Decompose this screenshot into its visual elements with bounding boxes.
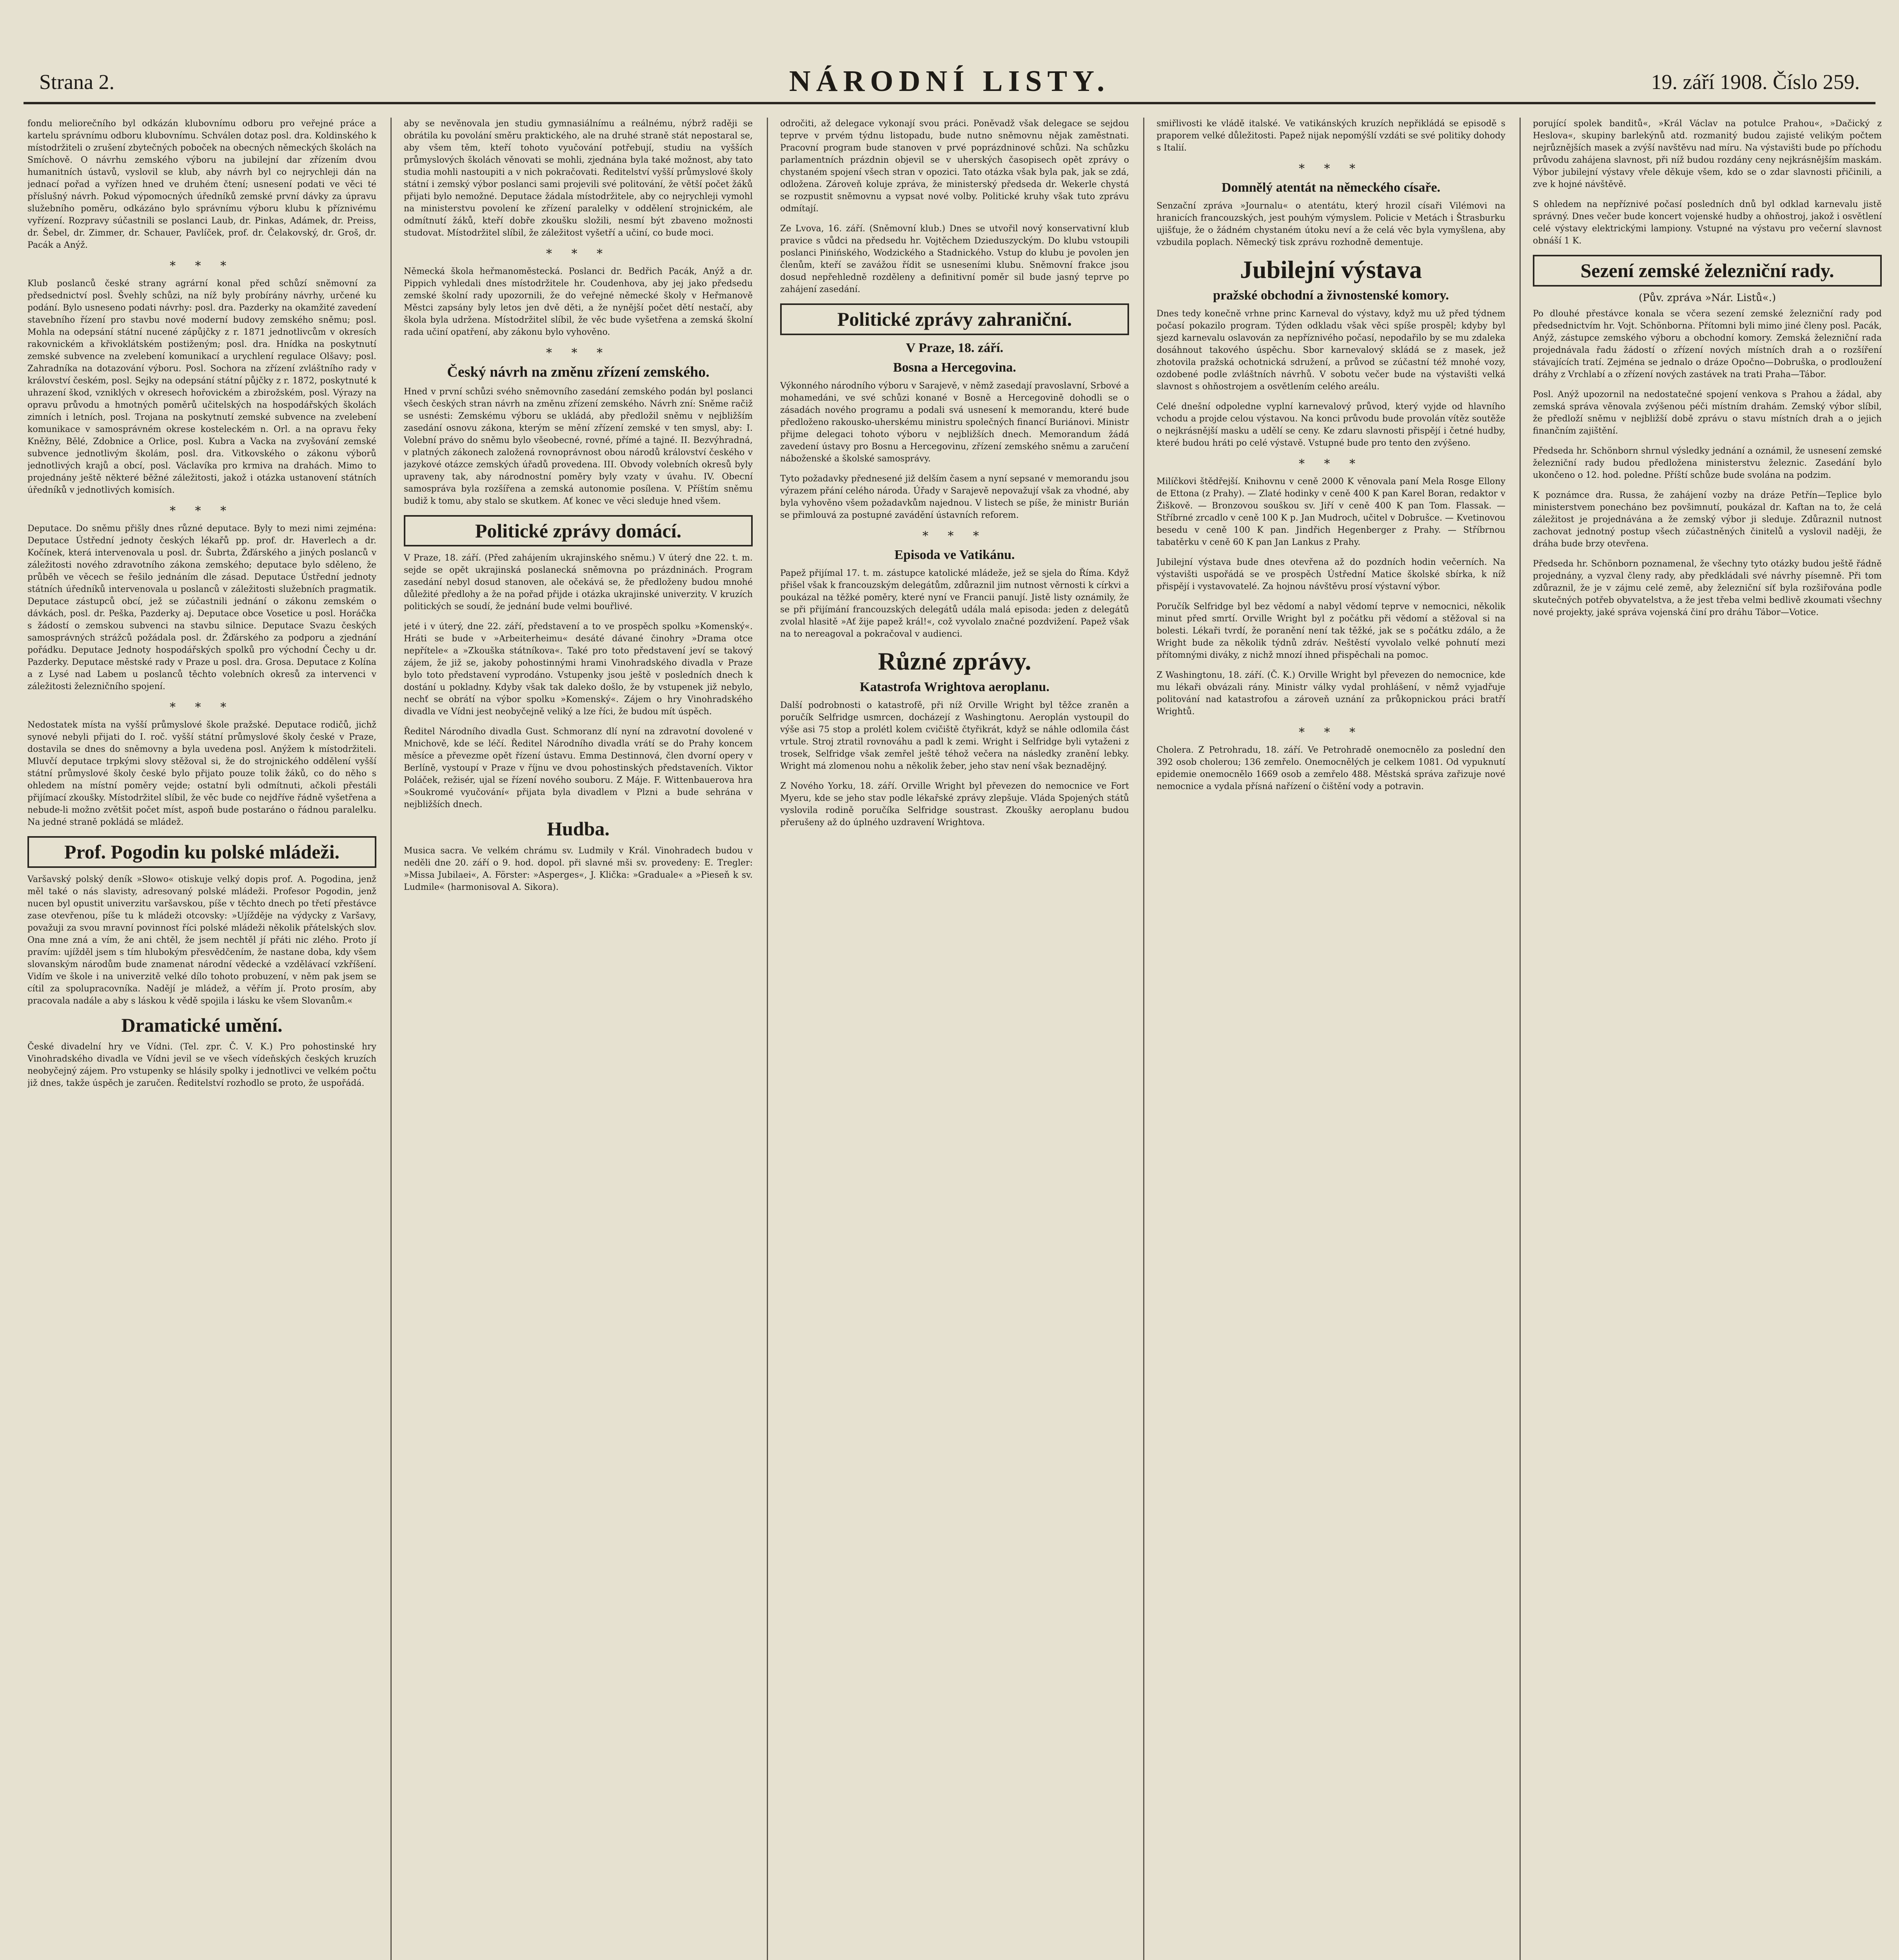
article-headline: Dramatické umění. [121, 1014, 283, 1036]
issue-date: 19. září 1908. Číslo 259. [1651, 70, 1860, 94]
article-paragraph: S ohledem na nepříznivé počasí posledních dnů byl odklad karnevalu jistě správný. Dnes večer bude koncert vojenské hudby a ohňostroj, jakož i osvětlení celé výstavy elektrickými lampiony. Vstupné na výstavu pro večerní slavnost obnáší 1 K. [1533, 200, 1882, 246]
column-2 [404, 118, 753, 1960]
article-paragraph: Klub poslanců české strany agrární konal před schůzí sněmovní za předsednictví posl. Švehly schůzi, na níž byly probírány návrhy, určené ku podání. Bylo usneseno podati návrhy: posl. dra. Pazderky na okamžité zavedení stavebního řízení pro stavbu nové moderní budovy zemského sněmu; posl. Mohla na odepsání státní nucené zápůjčky z r. 1871 jednotlivcům v okresích rakovnickém a křivoklátském postiženým; posl. dra. Hnídka na poskytnutí zemské subvence na zvelebení komunikací a urychlení regulace Olšavy; posl. Zahradníka na dotazování výboru. Posl. Sochora na zřízení zvláštního rady v království českém, posl. Sejky na odepsání státní půjčky z r. 1872, poskytnuté k uhrazení škod, vzniklých v okresech hořovickém a zbirožském, posl. Výrazy na opravu průvodu a hmotných poměrů učitelských na hospodářských školách zimních i letních, posl. Trojana na poskytnutí zemské subvence na zvelebení komunikace v samosprávném okrese kosteleckém n. Orl. a na opravu řeky Kněžny, Bělé, Zdobnice a Orlice, posl. Kubra a Vacka na zvyšování zemské subvence jednotlivým školám, posl. dra. Vitkovského o zákonu výborů jednotlivých krajů a obcí, posl. Václavíka pro krmiva na drahách. Mimo to projednány ještě některé běžné záležitosti, jakož i otázka ustanovení státních úředníků v jednotlivých komisích. [27, 279, 376, 495]
article-paragraph: Celé dnešní odpoledne vyplní karnevalový průvod, který vyjde od hlavního vchodu a projde celou výstavou. Na konci průvodu bude provolán vítěz soutěže o nejkrásnější masku a udělí se ceny. Ke zdaru slavnosti přispějí i četné hudby, které budou hráti po celé výstavě. Vstupné bude pro tento den zvýšeno. [1156, 402, 1505, 448]
article-paragraph: Další podrobnosti o katastrofě, při níž Orville Wright byl těžce zraněn a poručík Selfridge usmrcen, docházejí z Washingtonu. Aeroplán vystoupil do výše asi 75 stop a prolétl kolem cvičiště čtyřikrát, když se náhle odlomila část vrtule. Stroj ztratil rovnováhu a padl k zemi. Wright i Selfridge byli vytaženi z trosek, Selfridge však zemřel ještě téhož večera na následky zranění lebky. Wright má zlomenou nohu a několik žeber, jeho stav není však beznadějný. [780, 700, 1129, 771]
article-subheading: Domnělý atentát na německého císaře. [1221, 180, 1441, 195]
article-paragraph: Nedostatek místa na vyšší průmyslové škole pražské. Deputace rodičů, jichž synové nebyli přijati do I. roč. vyšší státní průmyslové školy české v Praze, dostavila se dnes do sněmovny a byla uvedena posl. Anýžem k místodržiteli. Mluvčí deputace trpkými slovy stěžoval si, že do strojnického oddělení vyšší státní průmyslové školy české bylo přijato pouze tolik žáků, co do něho s ohledem na místní poměry vejde; ostatní byli odmítnuti, ačkoli přestáli přijímací zkoušky. Místodržitel slíbil, že věc bude co nejdříve řádně vyšetřena a nebude-li možno zvětšit počet míst, aspoň bude postaráno o řádnou paralelku. Na jedné straně pokládá se mládež. [27, 720, 376, 827]
article-paragraph: Ze Lvova, 16. září. (Sněmovní klub.) Dnes se utvořil nový konservativní klub pravice s vůdci na předsedu hr. Vojtěchem Dzieduszyckým. Do klubu vstoupili poslanci Pinińského, Wodzického a Stadnického. Vstup do klubu je povolen jen členům, kteří se zavážou řídit se usneseními klubu. Sněmovní frakce jsou dosud nepřehledně rozděleny a definitivní poměr sil bude jasný teprve po zahájení zasedání. [780, 224, 1129, 294]
section-separator: * * * [922, 529, 987, 543]
article-paragraph: Předseda hr. Schönborn poznamenal, že všechny tyto otázky budou ještě řádně projednány, a vyzval členy rady, aby předkládali své návrhy písemně. Při tom zdůraznil, že je v zájmu celé země, aby železniční síť byla rozšiřována podle skutečných potřeb obyvatelstva, a že jest třeba velmi bedlivě zkoumati všechny nové projekty, jaké správa vojenská činí pro dráhu Tábor—Votice. [1533, 559, 1882, 617]
article-paragraph: Posl. Anýž upozornil na nedostatečné spojení venkova s Prahou a žádal, aby zemská správa věnovala zvýšenou péči místním drahám. Zemský výbor slíbil, že předloží sněmu v nejbližší době zprávu o stavu místních drah a o jejich finančním zajištění. [1533, 389, 1882, 436]
article-paragraph: V Praze, 18. září. (Před zahájením ukrajinského sněmu.) V úterý dne 22. t. m. sejde se opět ukrajinská poslanecká sněmovna po prázdninách. Program zasedání nebyl dosud stanoven, ale očekává se, že předloženy budou mnohé důležité předlohy a že na pořad přijde i otázka ukrajinské univerzity. V kruzích politických se soudí, že jednání bude velmi bouřlivé. [404, 553, 753, 612]
column-rule [767, 118, 768, 1960]
article-paragraph: Předseda hr. Schönborn shrnul výsledky jednání a oznámil, že usnesení zemské železniční rady budou předložena ministerstvu železnic. Zasedání bylo ukončeno o 12. hod. poledne. Příští schůze bude svolána na podzim. [1533, 446, 1882, 480]
column-4 [1156, 118, 1505, 1960]
column-rule [1143, 118, 1144, 1960]
article-source-note: (Pův. zpráva »Nár. Listů«.) [1639, 292, 1776, 304]
article-headline: Český návrh na změnu zřízení zemského. [447, 364, 710, 380]
article-subheading: Katastrofa Wrightova aeroplanu. [860, 679, 1049, 694]
article-headline: Hudba. [547, 818, 610, 840]
page-number: Strana 2. [39, 70, 114, 94]
column-rule [1520, 118, 1521, 1960]
article-headline: Politické zprávy domácí. [404, 515, 753, 547]
section-separator: * * * [1298, 726, 1363, 740]
article-paragraph: K poznámce dra. Russa, že zahájení vozby na dráze Petřín—Teplice bylo ministerstvem ponecháno bez povšimnutí, poukázal dr. Kaftan na to, že celá záležitost je projednávána a že zemský výbor ji sleduje. Zdůraznil nutnost zachovat jednotný postup všech zúčastněných činitelů a vyslovil naději, že dráha bude brzy otevřena. [1533, 490, 1882, 549]
article-paragraph: Papež přijímal 17. t. m. zástupce katolické mládeže, jež se sjela do Říma. Když přišel však k francouzským delegátům, zdůraznil jim nutnost věrnosti k církvi a poukázal na těžké poměry, které nyní ve Francii panují. Jistě listy oznámily, že se při přijímání francouzských delegátů udála malá episoda: jeden z delegátů zvolal hlasitě »Ať žije papež král!«, což vyvolalo značné pozdvižení. Papež však na to nereagoval a pokračoval v audienci. [780, 568, 1129, 639]
article-paragraph: Tyto požadavky přednesené již delším časem a nyní sepsané v memorandu jsou výrazem přání celého národa. Úřady v Sarajevě nepovažují však za vhodné, aby byla vyhověno všem požadavkům najednou. V listech se píše, že ministr Burián se přimlouvá za postupné zavádění ústavních reforem. [780, 474, 1129, 520]
article-headline: Jubilejní výstava [1240, 256, 1422, 283]
article-paragraph: Německá škola heřmanoměstecká. Poslanci dr. Bedřich Pacák, Anýž a dr. Pippich vyhledali dnes místodržitele hr. Coudenhova, aby jej jako předsedu zemské školní rady upozornili, že do veřejné německé školy v Heřmanově Městci zapsány byly letos jen dvě děti, a že nynější počet dětí nestačí, aby škola byla udržena. Místodržitel slíbil, že věc bude vyšetřena a zemská školní rada učiní opatření, aby zákonu bylo vyhověno. [404, 267, 753, 337]
article-paragraph: Cholera. Z Petrohradu, 18. září. Ve Petrohradě onemocnělo za poslední den 392 osob cholerou; 136 zemřelo. Onemocnělých je celkem 1081. Od vypuknutí epidemie onemocnělo 1669 osob a zemřelo 488. Městská správa zařizuje nové nemocnice a vydala přísná nařízení o čištění vody a potravin. [1156, 745, 1505, 792]
article-headline: Sezení zemské železniční rady. [1533, 255, 1882, 287]
article-subheading: Bosna a Hercegovina. [893, 360, 1016, 375]
article-paragraph: Z Nového Yorku, 18. září. Orville Wright byl převezen do nemocnice ve Fort Myeru, kde se jeho stav podle lékařské zprávy zlepšuje. Vláda Spojených států vyslovila rodině poručíka Selfridge soustrast. Zkoušky aeroplanu budou přerušeny až do úplného uzdravení Wrightova. [780, 781, 1129, 828]
section-separator: * * * [169, 504, 234, 518]
column-3 [780, 118, 1129, 1960]
article-paragraph: Po dlouhé přestávce konala se včera sezení zemské železniční rady pod předsednictvím hr. Vojt. Schönborna. Přítomni byli mimo jiné členy posl. Pacák, Anýž, zástupce zemského výboru a obchodní komory. Zemská železniční rada projednávala řadu žádostí o zřízení nových místních drah a o rozšíření stávajících tratí. Zejména se jednalo o dráze Opočno—Dobruška, o prodloužení dráhy z Vrchlabí a o zřízení nových zastávek na trati Praha—Tábor. [1533, 309, 1882, 379]
article-paragraph: Dnes tedy konečně vrhne princ Karneval do výstavy, když mu už před týdnem počasí pokazilo program. Týden odkladu však věci spíše prospěl; kdyby byl sjezd karnevalu oslavován za nepříznivého počasí, nepodařilo by se mu zdaleka dosáhnout takového úspěchu. Sbor karnevalový skládá se z masek, jež zhotovila pražská ochotnická sdružení, a průvod se zúčastní též mnohé vozy, ozdobené podle zvláštních návrhů. V sobotu večer bude na výstavišti velká slavnost s ohňostrojem a osvětlením celého areálu. [1156, 309, 1505, 392]
article-subheading: pražské obchodní a živnostenské komory. [1213, 288, 1449, 303]
article-paragraph: odročiti, až delegace vykonají svou práci. Poněvadž však delegace se sejdou teprve v prvém týdnu listopadu, bude nutno sněmovnu nějak zaměstnati. Pracovní program bude stanoven v prvé poprázdninové schůzi. Na schůzku parlamentních prázdnin objevil se v uherských časopisech opět zprávy o chystaném spojení všech stran v opozici. Tato otázka však byla pak, jak se zdá, odložena. Zároveň koluje zpráva, že ministerský předseda dr. Wekerle chystá se rozpustit sněmovnu a vypsat nové volby. Politické kruhy však tuto zprávu odmítají. [780, 119, 1129, 214]
section-separator: * * * [169, 701, 234, 714]
article-paragraph: Varšavský polský deník »Słowo« otiskuje velký dopis prof. A. Pogodina, jenž měl také o nás slavisty, adresovaný polské mládeži. Profesor Pogodin, jenž nucen byl opustit univerzitu varšavskou, píše v těchto dnech po třetí přestávce zase otevřenou, píše tu k mládeži otcovsky: »Ujížděje na výdycky z Varšavy, považuji za svou mravní povinnost říci polské mládeži několik přátelských slov. Ona mne zná a vím, že ani chtěl, že jsem nechtěl jí přáti nic zlého. Proto jí pravím: ujížděl jsem s tím hlubokým přesvědčením, že nastane doba, kdy všem slovanským národům bude znamenat národní vědecké a vzdělávací vzkříšení. Vidím ve škole i na univerzitě velké dílo tohoto probuzení, v něm pak jsem se cítil za spolupracovníka. Nadějí je mládež, a věřím jí. Proto prosím, aby pracovala nadále a aby s láskou k vědě spojila i lásku ke všem Slovanům.« [27, 874, 376, 1006]
article-paragraph: Výkonného národního výboru v Sarajevě, v němž zasedají pravoslavní, Srbové a mohamedáni, ve své schůzi konané v Bosně a Hercegovině dohodli se o zásadách nového programu a podali svá usnesení k memorandu, které bude předloženo rakousko-uherskému ministru společných financí Buriánovi. Ministr přijme delegaci tohoto výboru v nejbližších dnech. Memorandum žádá zavedení ústavy pro Bosnu a Hercegovinu, zřízení zemského sněmu a zaručení náboženské a školské samosprávy. [780, 381, 1129, 464]
article-headline: Politické zprávy zahraniční. [780, 303, 1129, 335]
section-separator: * * * [546, 346, 611, 360]
article-paragraph: porující spolek banditů«, »Král Václav na potulce Prahou«, »Dačický z Heslova«, skupiny barlekýnů atd. rozmanitý budou zajisté velikým počtem nejrůznějších masek a zvýší navštěvu nad míru. Na výstavišti bude po příchodu průvodu zahájena slavnost, při níž budou rozdány ceny nejkrásnějším maskám. Výbor jubilejní výstavy vřele děkuje všem, kdo se o zdar slavnosti přičinili, a zve k hojné návštěvě. [1533, 119, 1882, 189]
article-subheading: Episoda ve Vatikánu. [894, 547, 1015, 562]
article-paragraph: Milíčkovi štědřejší. Knihovnu v ceně 2000 K věnovala paní Mela Rosge Ellony de Ettona (z Prahy). — Zlaté hodinky v ceně 400 K pan Karel Boran, redaktor v Žiškově. — Bronzovou souškou sv. Jiří v ceně 400 K pan Tom. Flassak. — Stříbrné zrcadlo v ceně 100 K p. Jan Mudroch, učitel v Dobrušce. — Kvetinovou besedu v ceně 100 K pan. Jindřich Hegenberger z Prahy. — Stříbrnou tabatěrku v ceně 60 K pan Jan Lankus z Prahy. [1156, 477, 1505, 548]
article-paragraph: Poručík Selfridge byl bez vědomí a nabyl vědomí teprve v nemocnici, několik minut před smrtí. Orville Wright byl z počátku při vědomí a stěžoval si na bolesti. Lékaři tvrdí, že poranění není tak těžké, jak se s počátku zdálo, a že Wright bude za několik týdnů zdráv. Neštěstí vyvolalo velké pohnutí mezi přítomnými diváky, z nichž mnozí ihned přispěchali na pomoc. [1156, 602, 1505, 661]
paper-title: NÁRODNÍ LISTY. [789, 65, 1110, 98]
article-paragraph: Jubilejní výstava bude dnes otevřena až do pozdních hodin večerních. Na výstavišti uspořádá se ve prospěch Ústřední Matice školské sbírka, k níž přispějí i vystavovatelé. Za hojnou návštěvu prosí výstavní výbor. [1156, 557, 1505, 592]
article-paragraph: aby se nevěnovala jen studiu gymnasiálnímu a reálnému, nýbrž raději se obrátila ku povolání směru praktického, ale na druhé straně stát nepostaral se, aby všem těm, kteří tohoto vyučování potřebují, studiu na vyšších průmyslových školách věnovati se mohli, zjednána byla také možnost, aby tato studia mohli nastoupiti a v nich pokračovati. Ředitelství vyšší průmyslové školy státní i zemský výbor poslanci sami projevili své politování, že větší počet žáků přijati bylo nemožné. Deputace žádala místodržitele, aby co nejrychleji vymohl na ministerstvu povolení ke zřízení paralelky v oddělení strojnickém, ale odmítnutí žáků, kteří dobře zkoušku složili, nesmí být zbaveno možnosti studovat. Místodržitel slíbil, že záležitost vyšetří a učiní, co bude moci. [404, 119, 753, 238]
column-5 [1533, 118, 1882, 1960]
article-paragraph: Musica sacra. Ve velkém chrámu sv. Ludmily v Král. Vinohradech budou v neděli dne 20. září o 9. hod. dopol. při slavné mši sv. provedeny: E. Tregler: »Missa Jubilaei«, A. Förster: »Asperges«, J. Klička: »Graduale« a »Pieseň k sv. Ludmile« (harmonisoval A. Sikora). [404, 846, 753, 892]
article-paragraph: České divadelní hry ve Vídni. (Tel. zpr. Č. V. K.) Pro pohostinské hry Vinohradského divadla ve Vídni jevil se ve všech vídeňských českých kruzích neobyčejný zájem. Pro vstupenky se hlásily spolky i jednotlivci ve velkém počtu již dnes, takže úspěch je zaručen. Ředitelství rozhodlo se proto, že uspořádá. [27, 1042, 376, 1088]
article-paragraph: Senzační zpráva »Journalu« o atentátu, který hrozil císaři Vilémovi na hranicích francouzských, jest pouhým výmyslem. Policie v Metách i Štrasburku ujišťuje, že o žádném chystaném útoku neví a že celá věc byla vymyšlena, aby vzbudila poplach. Německý tisk zprávu rozhodně dementuje. [1156, 201, 1505, 247]
article-paragraph: Ředitel Národního divadla Gust. Schmoranz dlí nyní na zdravotní dovolené v Mnichově, kde se léčí. Ředitel Národního divadla vrátí se do Prahy koncem měsíce a převezme opět řízení ústavu. Emma Destinnová, člen dvorní opery v Berlíně, vystoupí v Praze v říjnu ve dvou pohostinských představeních. Viktor Poláček, režisér, ujal se řízení nového souboru. Z Máje. F. Wittenbauerova hra »Soukromé vyučování« přijata byla divadlem v Plzni a bude sehrána v nejbližších dnech. [404, 727, 753, 810]
column-rule [390, 118, 392, 1960]
article-headline: Různé zprávy. [878, 647, 1031, 675]
article-paragraph: Hned v první schůzi svého sněmovního zasedání zemského podán byl poslanci všech českých stran návrh na změnu zřízení zemského. Návrh zní: Sněme račiž se usnésti: Zemskému výboru se ukládá, aby předložil sněmu v nejbližším zasedání osnovu zákona, kterým se mění zřízení zemské v ten smysl, aby: I. Volební právo do sněmu bylo všeobecné, rovné, přímé a tajné. II. Bezvýhradná, v platných zákonech založená rovnoprávnost obou národů království českého v jazykové otázce zemských úřadů provedena. III. Obvody volebních okresů byly upraveny tak, aby národnostní poměry byly vzaty v úvahu. IV. Obecní samospráva byla rozšířena a zemská autonomie posílena. V. Příštím sněmu budiž k tomu, aby stalo se skutkem. Ať konec ve věci sleduje hned všem. [404, 387, 753, 506]
article-paragraph: fondu meliorečního byl odkázán klubovnímu odboru pro veřejné práce a kartelu správnímu odboru klubovnímu. Schválen dotaz posl. dra. Koldinského k místodržiteli o zrušení zbytečných poboček na obecných německých školách na Smíchově. O návrhu zemského výboru na jubilejní dar zřízením dvou humanitních ústavů, vyslovil se klub, aby návrh byl co nejrychleji dán na jednací pořad a vyřízen hned ve druhém čtení; usnesení podati ve věci té příslušný návrh. Pokud výpomocných úředníků zemské první dávky za úpravu služebního poměru, odkázáno bylo správnímu výboru klubu k příznivému vyřízení. Rozpravy súčastnili se poslanci Laub, dr. Pinkas, Adámek, dr. Preiss, dr. Šebel, dr. Zimmer, dr. Schauer, Pavlíček, prof. dr. Čelakovský, dr. Groš, dr. Pacák a Anýž. [27, 119, 376, 250]
article-paragraph: Deputace. Do sněmu přišly dnes různé deputace. Byly to mezi nimi zejména: Deputace Ústřední jednoty českých lékařů pp. prof. dr. Haverlech a dr. Kočínek, která intervenovala u posl. dr. Šubrta, Žďárského a jiných poslanců v záležitosti nového zdravotního zákona zemského; deputace bylo sděleno, že průběh ve věcech se řešilo jednáním dle zásad. Deputace Ústřední jednoty státních úředníků intervenovala u poslanců v záležitosti služebních pragmatik. Deputace zástupců obcí, jež se zúčastnili jednání o zákonu zemském o dávkách, posl. dr. Peška, Pazderky aj. Deputace obce Vosetice u posl. Horáčka s žádostí o zemskou subvenci na stavbu silnice. Deputace Svazu českých samosprávných strážců požádala posl. dr. Žďárského za podporu a zjednání pořádku. Deputace Jednoty hospodářských spolků pro východní Čechy u dr. Pazderky. Deputace městské rady v Praze u posl. dra. Grosa. Deputace z Kolína a z Lysé nad Labem u poslanců těchto volebních okresů za intervenci v záležitosti železničního spojení. [27, 524, 376, 691]
section-separator: * * * [1298, 162, 1363, 176]
section-separator: * * * [546, 247, 611, 261]
article-headline: Prof. Pogodin ku polské mládeži. [27, 836, 376, 868]
article-paragraph: smiřlivosti ke vládě italské. Ve vatikánských kruzích nepřikládá se episodě s praporem velké důležitosti. Papež nijak nepomýšlí vzdáti se své politiky dohody s Italií. [1156, 119, 1505, 153]
masthead [24, 59, 1875, 104]
section-separator: * * * [169, 259, 234, 273]
column-1 [27, 118, 376, 1960]
section-separator: * * * [1298, 457, 1363, 471]
article-paragraph: jeté i v úterý, dne 22. září, představení a to ve prospěch spolku »Komenský«. Hráti se bude v »Arbeiterheimu« desáté dávané činohry »Drama otce nepřítele« a »Zkouška státníkova«. Také pro toto představení jeví se takový zájem, že již se, jakoby pohostinnými hrami Vinohradského divadla v Praze bylo toto představení vyprodáno. Vstupenky jsou ještě v posledních dnech k dostání u pokladny. Kdyby však tak daleko došlo, že by vstupenek již nebylo, nechť se obrátí na výbor spolku »Komenský«. Zájem o hry Vinohradského divadla ve Vídni jest neobyčejně veliký a lze říci, že budou mít úspěch. [404, 622, 753, 717]
article-subheading: V Praze, 18. září. [906, 340, 1004, 355]
article-paragraph: Z Washingtonu, 18. září. (Č. K.) Orville Wright byl převezen do nemocnice, kde mu lékaři obvázali rány. Ministr války vydal prohlášení, v němž vyjadřuje politování nad katastrofou a zároveň uznání za průkopnickou práci bratří Wrightů. [1156, 670, 1505, 717]
